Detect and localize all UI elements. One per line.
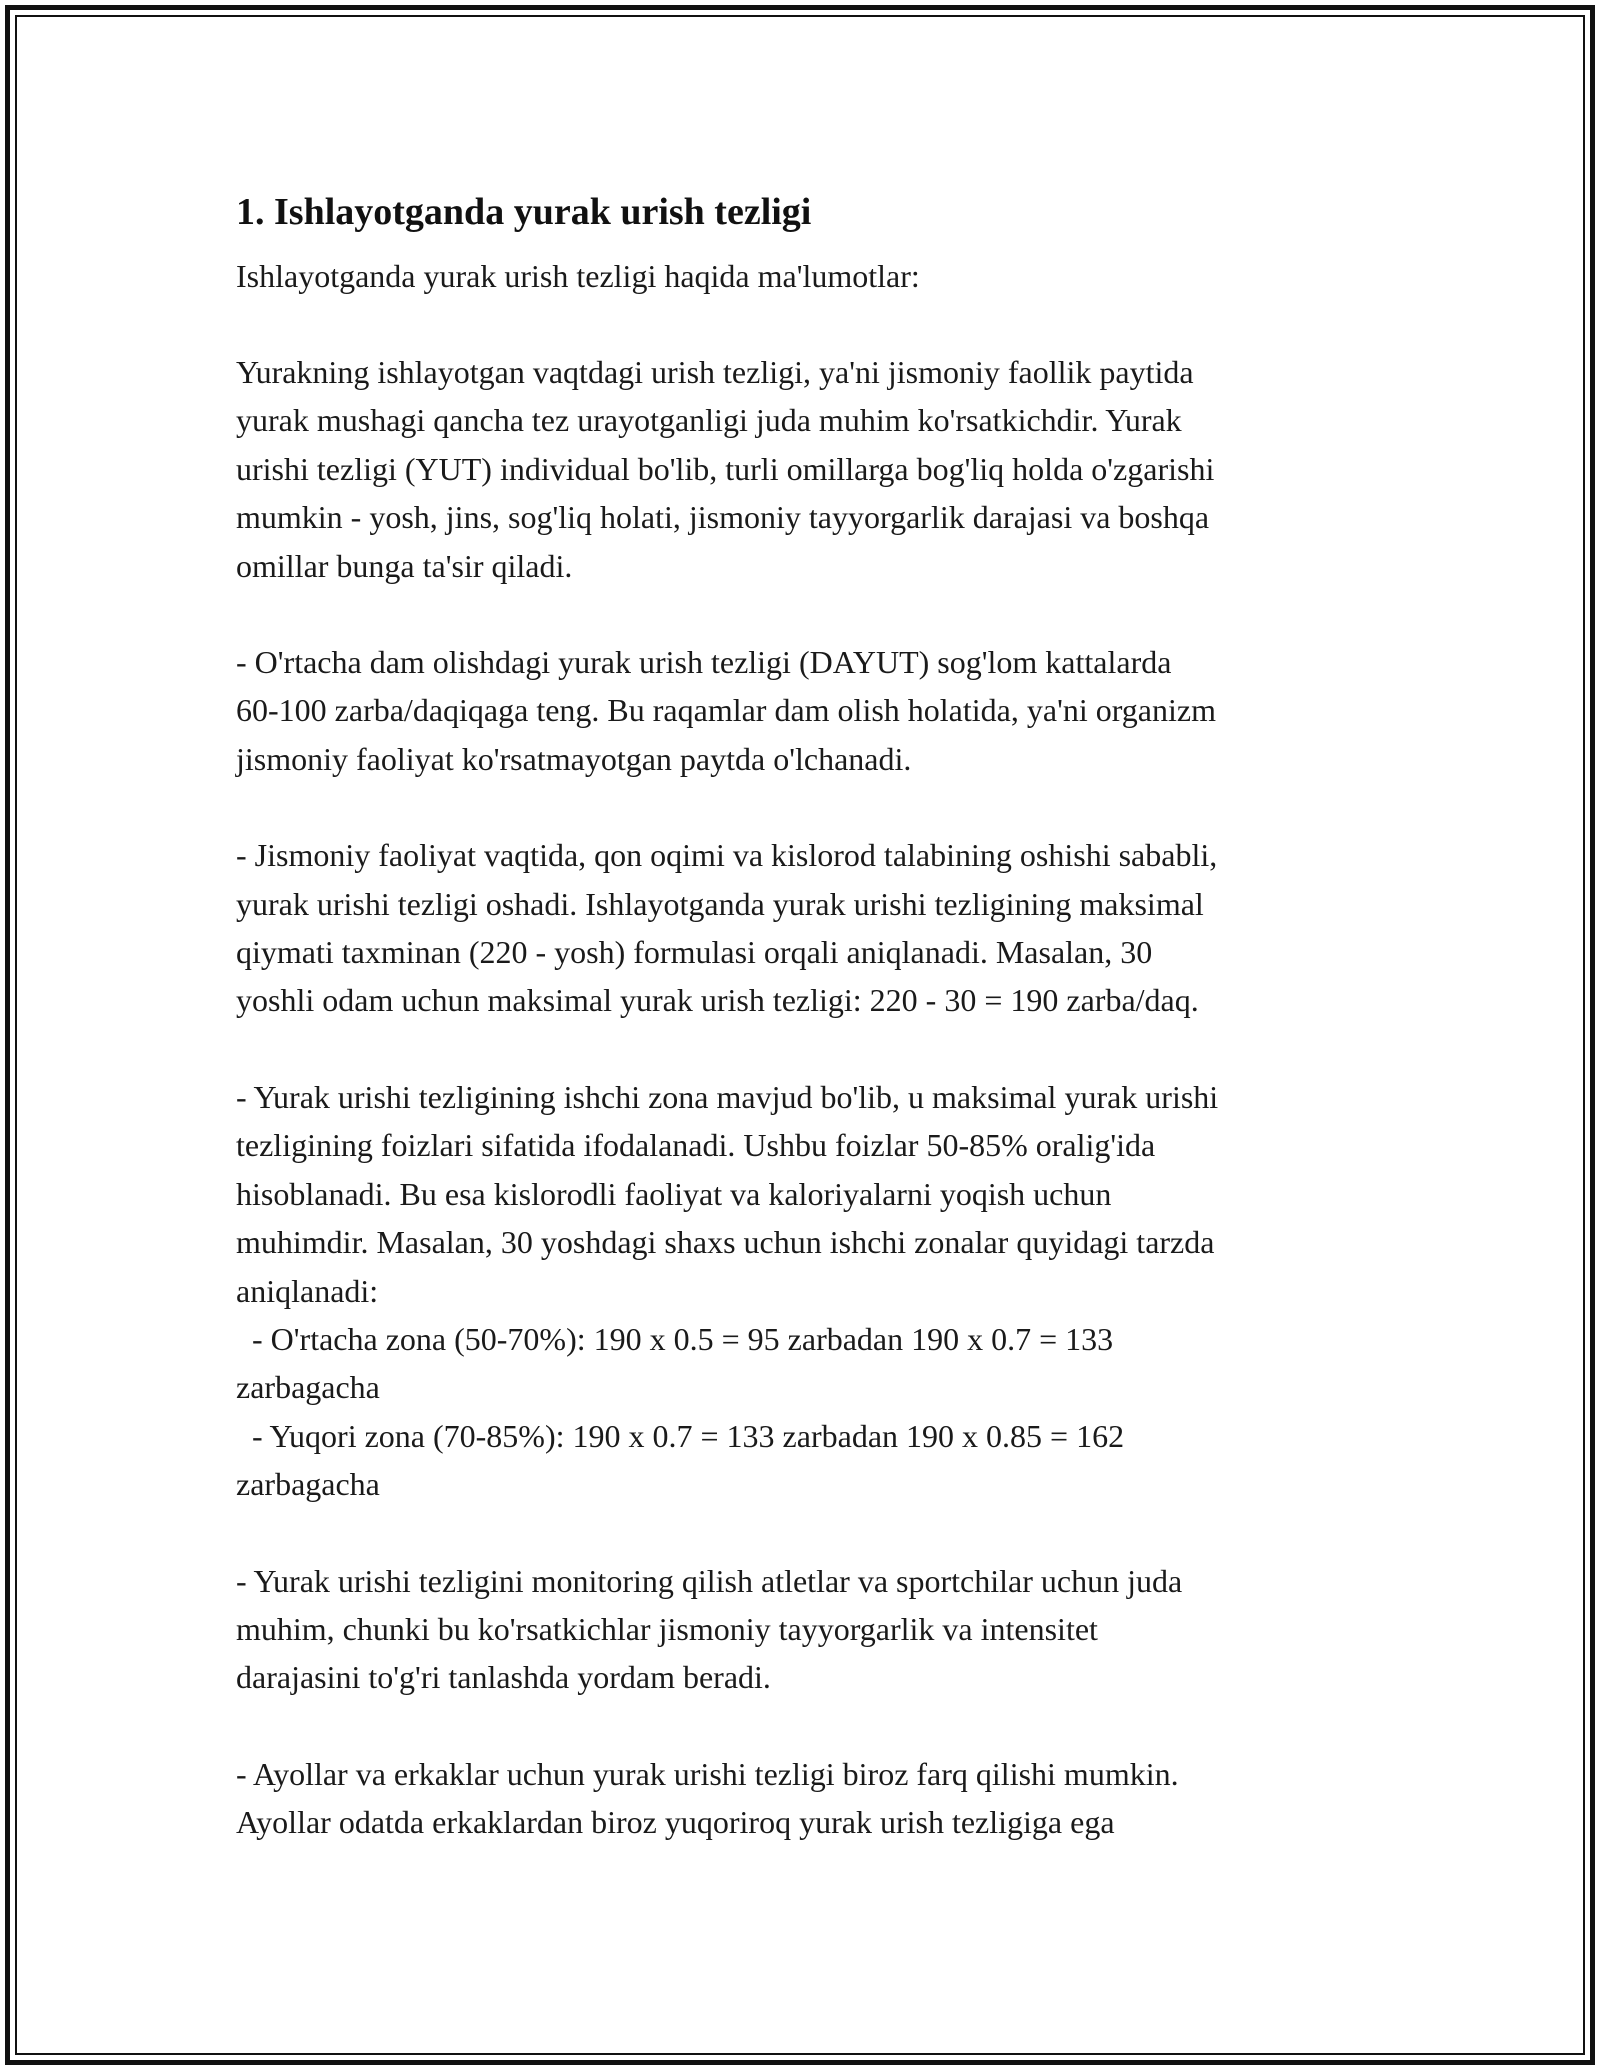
- paragraph-working-zones: - Yurak urishi tezligining ishchi zona mavjud bo'lib, u maksimal yurak urishi tezligining foizlari sifatida ifodalanadi. Ushbu foizlar 50-85% oralig'ida hisoblanadi. Bu esa kislorodli faoliyat va kaloriyalarni yoqish uchun muhimdir. Masalan, 30 yoshdagi shaxs uchun ishchi zonalar quyidagi tarzda aniqlanadi: - O'rtacha zona (50-70%): 190 x 0.5 = 95 zarbadan 190 x 0.7 = 133 zarbagacha - Yuqori zona (70-85%): 190 x 0.7 = 133 zarbadan 190 x 0.85 = 162 zarbagacha: [236, 1078, 1219, 1503]
- paragraph-resting-rate: - O'rtacha dam olishdagi yurak urish tezligi (DAYUT) sog'lom kattalarda 60-100 zarba/daqiqaga teng. Bu raqamlar dam olish holatida, ya'ni organizm jismoniy faoliyat ko'rsatmayotgan paytda o'lchanadi.: [236, 644, 1216, 777]
- paragraph-max-rate: - Jismoniy faoliyat vaqtida, qon oqimi va kislorod talabining oshishi sababli, yurak urishi tezligi oshadi. Ishlayotganda yurak urishi tezligining maksimal qiymati taxminan (220 - yosh) formulasi orqali aniqlanadi. Masalan, 30 yoshli odam uchun maksimal yurak urish tezligi: 220 - 30 = 190 zarba/daq.: [236, 837, 1218, 1019]
- paragraph-gender-difference: - Ayollar va erkaklar uchun yurak urishi tezligi biroz farq qilishi mumkin. Ayollar odatda erkaklardan biroz yuqoriroq yurak urish tezligiga ega: [236, 1755, 1179, 1841]
- document-body: [236, 186, 1386, 1847]
- paragraph-monitoring: - Yurak urishi tezligini monitoring qilish atletlar va sportchilar uchun juda muhim, chunki bu ko'rsatkichlar jismoniy tayyorgarlik va intensitet darajasini to'g'ri tanlashda yordam beradi.: [236, 1562, 1183, 1696]
- paragraph-overview: Yurakning ishlayotgan vaqtdagi urish tezligi, ya'ni jismoniy faollik paytida yurak mushagi qancha tez urayotganligi juda muhim ko'rsatkichdir. Yurak urishi tezligi (YUT) individual bo'lib, turli omillarga bog'liq holda o'zgarishi mumkin - yosh, jins, sog'liq holati, jismoniy tayyorgarlik darajasi va boshqa omillar bunga ta'sir qiladi.: [236, 354, 1215, 584]
- section-heading: 1. Ishlayotganda yurak urish tezligi: [236, 191, 812, 233]
- intro-text: Ishlayotganda yurak urish tezligi haqida ma'lumotlar:: [236, 258, 920, 294]
